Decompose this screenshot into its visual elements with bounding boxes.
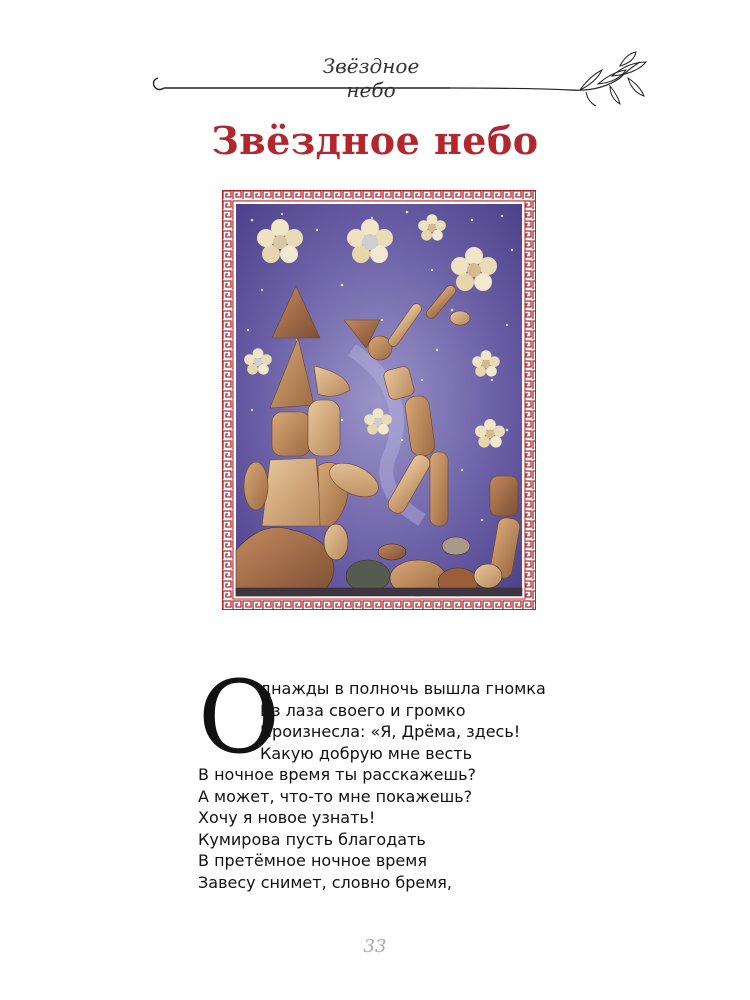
poem-line: Какую добрую мне весть xyxy=(260,743,473,763)
poem-line: Завесу снимет, словно бремя, xyxy=(198,872,452,892)
running-title: Звёздное небо xyxy=(322,54,420,102)
running-header xyxy=(150,48,650,108)
pebble-art-illustration xyxy=(222,190,536,610)
poem xyxy=(198,659,618,893)
poem-line: днажды в полночь вышла гномка xyxy=(260,679,546,698)
page-number: 33 xyxy=(363,936,387,957)
chapter-title: Звёздное небо xyxy=(211,118,539,163)
poem-line: А может, что-то мне покажешь? xyxy=(198,786,473,806)
poem-line: Хочу я новое узнать! xyxy=(198,808,376,827)
poem-line: Кумирова пусть благодать xyxy=(198,829,426,849)
poem-line: В претёмное ночное время xyxy=(198,851,427,870)
poem-line: Произнесла: «Я, Дрёма, здесь! xyxy=(260,722,521,741)
drop-cap: О xyxy=(198,659,280,776)
poem-line: В ночное время ты расскажешь? xyxy=(198,765,477,784)
poem-line: Из лаза своего и громко xyxy=(260,700,466,720)
